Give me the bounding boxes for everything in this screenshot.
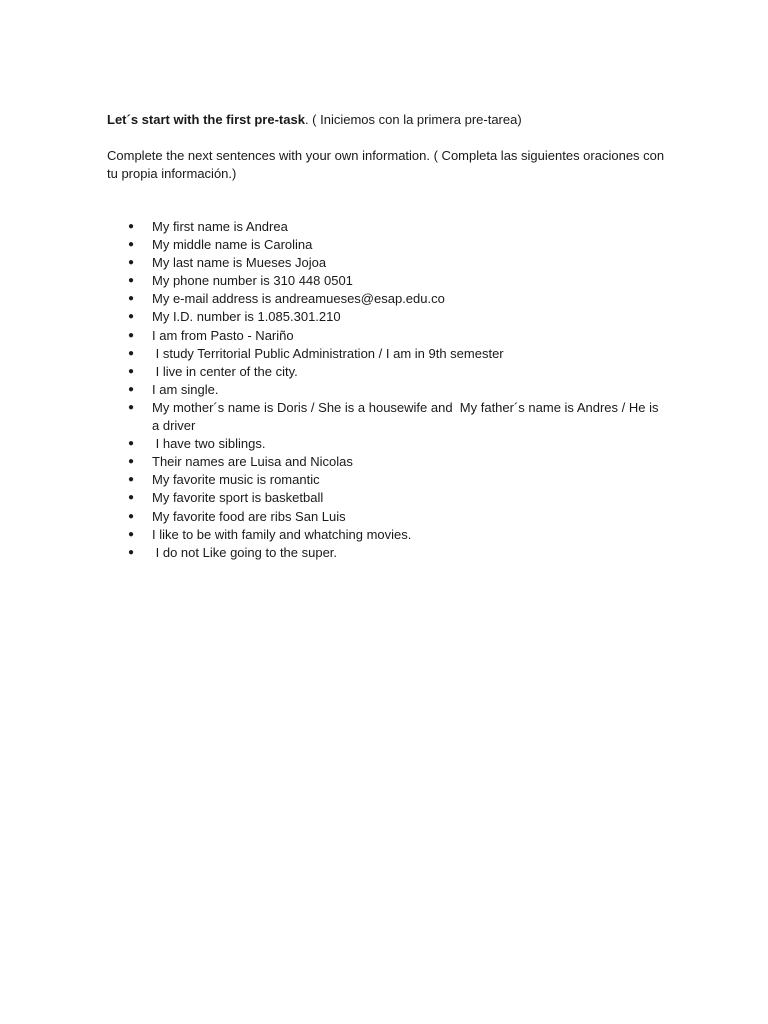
bullet-icon: ●: [128, 257, 135, 269]
list-item-text: My favorite music is romantic: [152, 472, 320, 488]
bullet-icon: ●: [128, 347, 135, 359]
bullet-icon: ●: [128, 275, 135, 287]
list-item: [128, 308, 668, 326]
list-item: [128, 254, 668, 272]
list-item: [128, 272, 668, 290]
list-item-text: I have two siblings.: [152, 436, 266, 452]
list-item: [128, 489, 668, 507]
bullet-list: [128, 218, 668, 562]
list-item-text: I live in center of the city.: [152, 363, 298, 379]
list-item-text: My I.D. number is 1.085.301.210: [152, 309, 341, 325]
bullet-icon: ●: [128, 383, 135, 395]
list-item: [128, 345, 668, 363]
list-item-text: I do not Like going to the super.: [152, 544, 338, 560]
list-item: [128, 453, 668, 471]
bullet-icon: ●: [128, 510, 135, 522]
bullet-icon: ●: [128, 401, 135, 413]
bullet-icon: ●: [128, 365, 135, 377]
list-item-text: I am from Pasto - Nariño: [152, 327, 294, 343]
list-item-text: My first name is Andrea: [152, 219, 288, 234]
list-item-text: My favorite food are ribs San Luis: [152, 508, 346, 524]
bullet-icon: ●: [128, 474, 135, 486]
bullet-icon: ●: [128, 221, 135, 232]
list-item-text: My favorite sport is basketball: [152, 490, 324, 506]
page-heading: [107, 111, 707, 129]
list-item: [128, 435, 668, 453]
list-item-text: My last name is Mueses Jojoa: [152, 255, 327, 271]
bullet-icon: ●: [128, 239, 135, 251]
list-item-text: My phone number is 310 448 0501: [152, 273, 353, 289]
list-item: [128, 327, 668, 345]
list-item-text: My e-mail address is andreamueses@esap.edu.co: [152, 291, 445, 307]
list-item-text: My middle name is Carolina: [152, 237, 313, 253]
list-item-text: I like to be with family and whatching movies.: [152, 526, 412, 542]
list-item-text: I am single.: [152, 381, 219, 397]
bullet-icon: ●: [128, 311, 135, 323]
bullet-icon: ●: [128, 456, 135, 468]
list-item: [128, 218, 668, 236]
bullet-icon: ●: [128, 293, 135, 305]
bullet-icon: ●: [128, 528, 135, 540]
list-item: [128, 471, 668, 489]
list-item: [128, 544, 668, 562]
list-item: [128, 363, 668, 381]
list-item-text: I study Territorial Public Administration / I am in 9th semester: [152, 345, 504, 361]
bullet-icon: ●: [128, 546, 135, 558]
bullet-icon: ●: [128, 329, 135, 341]
list-item: [128, 508, 668, 526]
list-item: [128, 236, 668, 254]
list-item-text: Their names are Luisa and Nicolas: [152, 454, 353, 470]
heading-translation: . ( Iniciemos con la primera pre-tarea): [304, 112, 522, 127]
list-item: [128, 290, 668, 308]
bullet-icon: ●: [128, 492, 135, 504]
list-item: [128, 399, 668, 435]
heading-bold-text: Let´s start with the first pre-task: [107, 112, 305, 127]
bullet-icon: ●: [128, 438, 135, 450]
list-item: [128, 526, 668, 544]
instruction-text: Complete the next sentences with your own information. ( Completa las siguientes oraciones con tu propia información.): [107, 148, 665, 181]
list-item: [128, 381, 668, 399]
list-item-text: My mother´s name is Doris / She is a housewife and My father´s name is Andres / He is a driver: [152, 399, 663, 434]
